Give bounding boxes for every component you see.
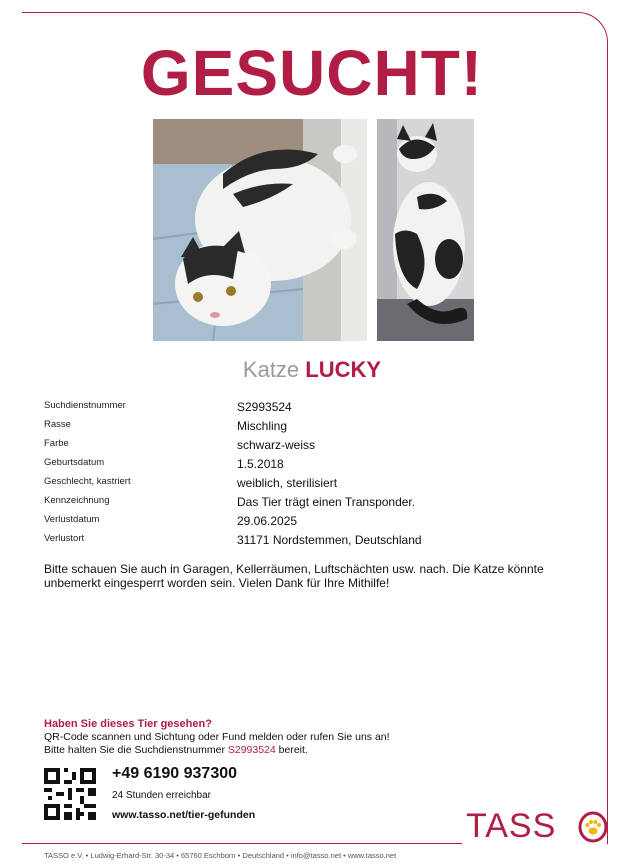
paw-icon (577, 808, 611, 844)
details-table (44, 396, 444, 548)
qr-code-icon[interactable] (44, 768, 96, 820)
cta-search-id: S2993524 (227, 744, 276, 756)
detail-value: weiblich, sterilisiert (237, 476, 338, 490)
detail-label: Verlustort (44, 533, 85, 544)
tasso-logo: TASS (466, 807, 557, 845)
detail-value: 31171 Nordstemmen, Deutschland (237, 533, 422, 547)
detail-label: Geschlecht, kastriert (44, 476, 131, 487)
cat-photo-lying (153, 119, 367, 341)
footer-address: TASSO e.V. • Ludwig-Erhard-Str. 30-34 • 65760 Eschborn • Deutschland • info@tasso.net • www.tasso.net (44, 851, 397, 860)
headline: GESUCHT! (140, 37, 484, 109)
cat-photo-sitting (377, 119, 474, 341)
animal-species: Katze (242, 357, 300, 382)
detail-row-verlustort (44, 529, 444, 548)
call-to-action (44, 718, 464, 757)
detail-label: Verlustdatum (44, 514, 100, 525)
detail-row-geburtsdatum (44, 453, 444, 472)
detail-row-geschlecht (44, 472, 444, 491)
detail-value: S2993524 (237, 400, 292, 414)
detail-row-suchdienstnummer (44, 396, 444, 415)
detail-row-verlustdatum (44, 510, 444, 529)
detail-value: Mischling (237, 419, 288, 433)
cta-line-2-suffix: bereit. (275, 744, 308, 756)
contact-hours: 24 Stunden erreichbar (112, 790, 211, 801)
detail-value: 1.5.2018 (237, 457, 284, 471)
detail-row-farbe (44, 434, 444, 453)
cta-line-1: QR-Code scannen und Sichtung oder Fund melden oder rufen Sie uns an! (44, 731, 390, 743)
detail-row-kennzeichnung (44, 491, 444, 510)
cta-line-2-prefix: Bitte halten Sie die Suchdienstnummer (44, 744, 228, 756)
cta-title: Haben Sie dieses Tier gesehen? (44, 718, 212, 730)
animal-name (0, 356, 624, 384)
detail-label: Suchdienstnummer (44, 400, 126, 411)
animal-call-name: LUCKY (305, 357, 382, 382)
search-notice: Bitte schauen Sie auch in Garagen, Kellerräumen, Luftschächten usw. nach. Die Katze könnte unbemerkt eingesperrt worden sein. Vielen Dank für Ihre Mithilfe! (44, 562, 544, 590)
poster-frame-bottom (22, 843, 462, 844)
contact-website-link[interactable]: www.tasso.net/tier-gefunden (112, 809, 256, 821)
detail-label: Farbe (44, 438, 69, 449)
detail-value: 29.06.2025 (237, 514, 298, 528)
detail-value: schwarz-weiss (237, 438, 316, 452)
detail-label: Kennzeichnung (44, 495, 110, 506)
contact-phone[interactable]: +49 6190 937300 (112, 765, 238, 782)
detail-label: Geburtsdatum (44, 457, 105, 468)
cta-line-2 (44, 744, 464, 757)
detail-row-rasse (44, 415, 444, 434)
detail-label: Rasse (44, 419, 71, 430)
detail-value: Das Tier trägt einen Transponder. (237, 495, 416, 509)
